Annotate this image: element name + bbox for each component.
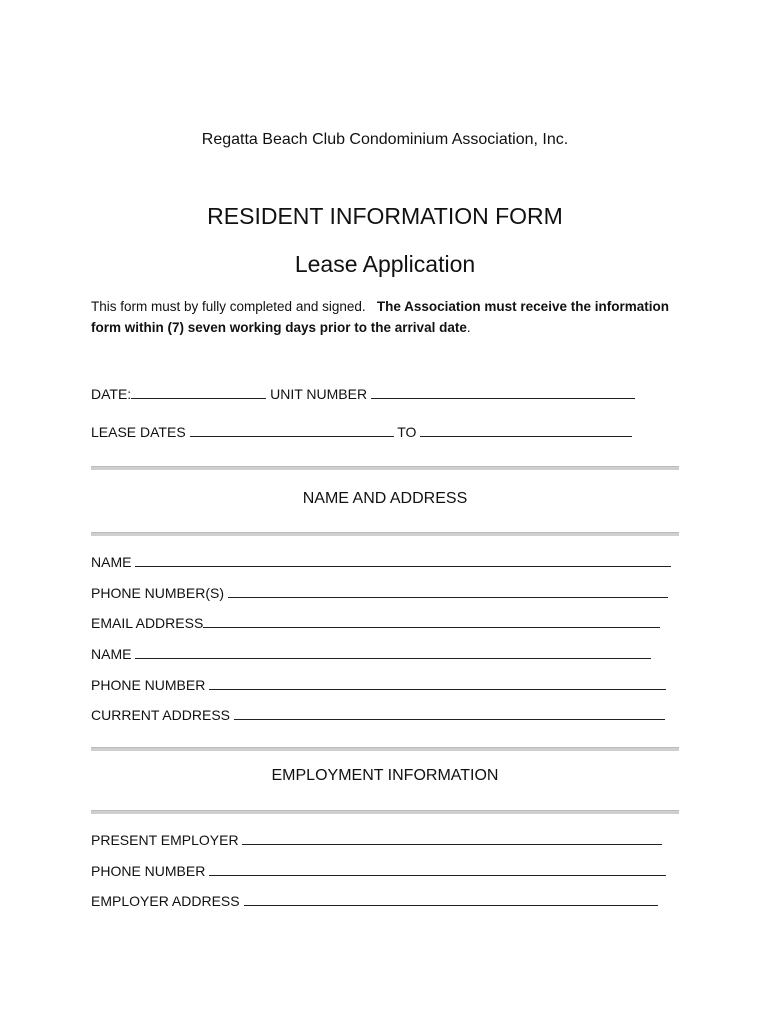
present-employer-label: PRESENT EMPLOYER [91, 832, 239, 848]
section-divider [91, 747, 679, 751]
employer-address-row [91, 892, 658, 909]
present-employer-row [91, 831, 662, 848]
current-address-field[interactable] [234, 706, 665, 720]
section-divider [91, 810, 679, 814]
present-employer-field[interactable] [242, 831, 662, 845]
name-field[interactable] [135, 553, 671, 567]
intro-end-text: . [466, 320, 471, 335]
employer-phone-row [91, 862, 666, 879]
unit-number-field[interactable] [371, 385, 635, 399]
date-label: DATE: [91, 386, 132, 402]
form-subtitle: Lease Application [294, 251, 476, 277]
lease-start-field[interactable] [190, 423, 394, 437]
to-label: TO [397, 424, 417, 440]
phone-number-label: PHONE NUMBER [91, 677, 206, 693]
second-name-label: NAME [91, 646, 132, 662]
employment-heading: EMPLOYMENT INFORMATION [271, 767, 499, 784]
employer-address-label: EMPLOYER ADDRESS [91, 893, 240, 909]
lease-dates-row [91, 423, 632, 440]
current-address-label: CURRENT ADDRESS [91, 707, 230, 723]
intro-paragraph [91, 296, 691, 338]
second-name-row [91, 645, 651, 662]
email-label: EMAIL ADDRESS [91, 615, 204, 631]
phone-numbers-label: PHONE NUMBER(S) [91, 585, 225, 601]
date-unit-row [91, 385, 635, 402]
unit-number-label: UNIT NUMBER [270, 386, 368, 402]
date-field[interactable] [131, 385, 266, 399]
phone-numbers-row [91, 584, 668, 601]
lease-end-field[interactable] [420, 423, 632, 437]
phone-number-field[interactable] [209, 676, 666, 690]
phone-numbers-field[interactable] [228, 584, 668, 598]
section-divider [91, 466, 679, 470]
employer-address-field[interactable] [244, 892, 658, 906]
name-label: NAME [91, 554, 132, 570]
form-title: RESIDENT INFORMATION FORM [207, 203, 563, 229]
email-row [91, 614, 660, 631]
current-address-row [91, 706, 665, 723]
organization-name: Regatta Beach Club Condominium Association, Inc. [201, 131, 569, 148]
intro-bold-text: The Association must receive the information form within (7) seven working days prior to the arrival date [91, 299, 669, 335]
email-field[interactable] [203, 614, 660, 628]
section-divider [91, 532, 679, 536]
name-address-heading: NAME AND ADDRESS [302, 490, 468, 507]
second-name-field[interactable] [135, 645, 651, 659]
intro-normal-text: This form must by fully completed and signed. [91, 299, 366, 314]
lease-dates-label: LEASE DATES [91, 424, 186, 440]
employer-phone-field[interactable] [209, 862, 666, 876]
phone-number-row [91, 676, 666, 693]
employer-phone-label: PHONE NUMBER [91, 863, 206, 879]
name-row [91, 553, 671, 570]
